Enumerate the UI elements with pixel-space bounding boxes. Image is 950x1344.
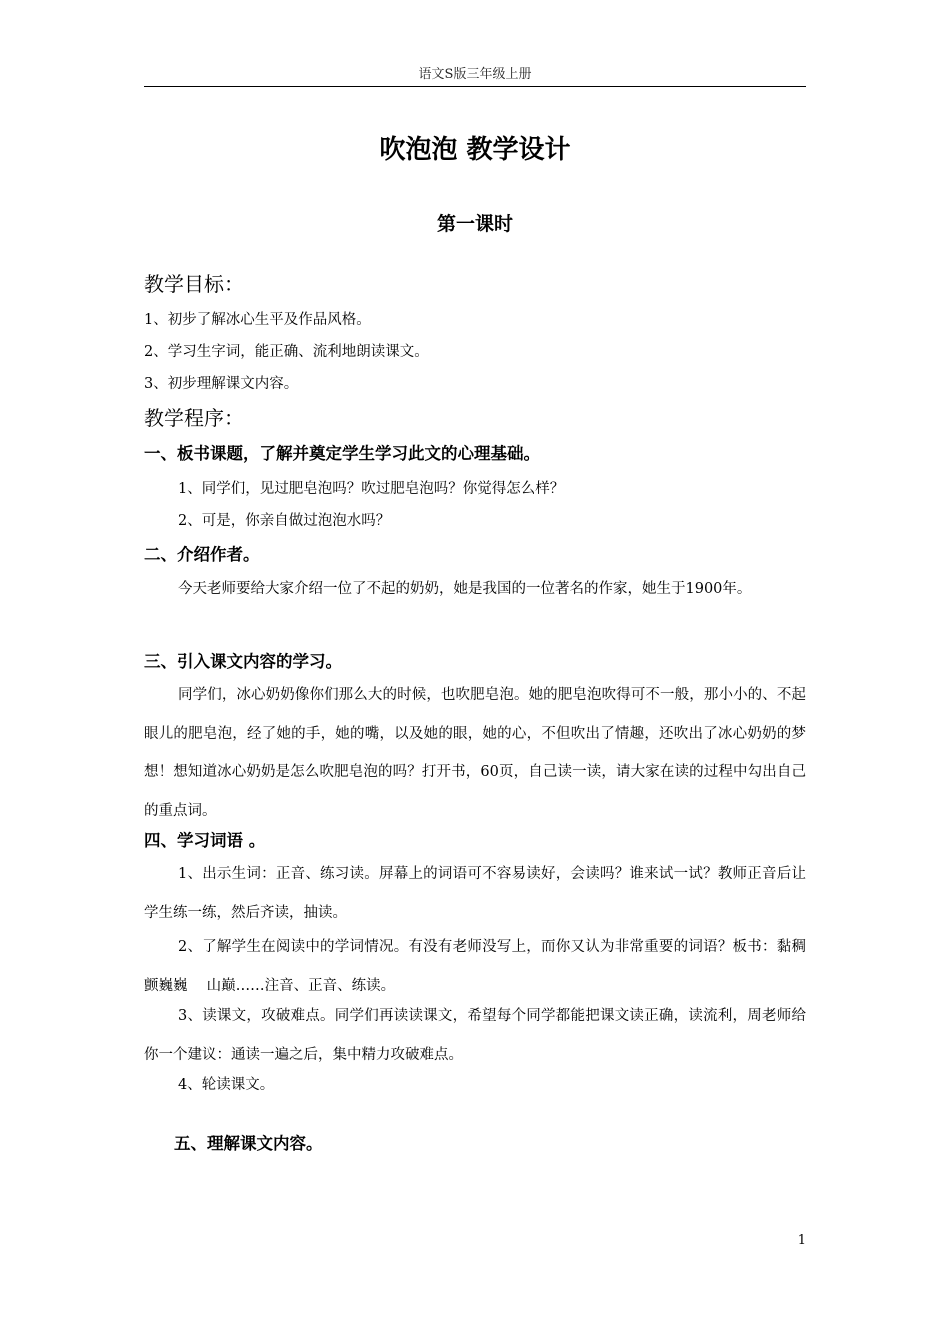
goals-heading: 教学目标： bbox=[144, 272, 244, 296]
section-paragraph: 1、出示生词：正音、练习读。屏幕上的词语可不容易读好，会读吗？谁来试一试？教师正音后让学生练一练，然后齐读，抽读。 bbox=[144, 866, 806, 921]
page-number: 1 bbox=[797, 1233, 806, 1248]
section-heading: 四、学习词语 。 bbox=[144, 831, 266, 850]
section-paragraph: 3、读课文，攻破难点。同学们再读读课文，希望每个同学都能把课文读正确，读流利，周老师给你一个建议：通读一遍之后，集中精力攻破难点。 bbox=[144, 1008, 806, 1063]
section-paragraph: 今天老师要给大家介绍一位了不起的奶奶，她是我国的一位著名的作家，她生于1900年。 bbox=[178, 581, 752, 597]
section-paragraph: 2、了解学生在阅读中的学词情况。有没有老师没写上，而你又认为非常重要的词语？板书：黏稠 颤巍巍 山巅……注音、正音、练读。 bbox=[144, 939, 826, 994]
section-paragraph: 同学们，冰心奶奶像你们那么大的时候，也吹肥皂泡。她的肥皂泡吹得可不一般，那小小的、不起眼儿的肥皂泡，经了她的手，她的嘴，以及她的眼，她的心，不但吹出了情趣，还吹出了冰心奶奶的梦想！想知道冰心奶奶是怎么吹肥皂泡的吗？打开书，60页，自己读一读，请大家在读的过程中勾出自己的重点词。 bbox=[144, 687, 806, 819]
lesson-subtitle: 第一课时 bbox=[436, 213, 513, 235]
section-paragraph: 2、可是，你亲自做过泡泡水吗？ bbox=[178, 513, 391, 529]
section-heading: 三、引入课文内容的学习。 bbox=[144, 652, 342, 671]
goal-item: 2、学习生字词，能正确、流利地朗读课文。 bbox=[144, 344, 429, 360]
procedure-heading: 教学程序： bbox=[144, 406, 244, 430]
section-heading: 五、理解课文内容。 bbox=[174, 1134, 323, 1153]
goal-item: 3、初步理解课文内容。 bbox=[144, 376, 299, 392]
page-header: 语文S版三年级上册 bbox=[418, 67, 532, 82]
section-paragraph: 4、轮读课文。 bbox=[178, 1077, 275, 1093]
header-divider bbox=[144, 86, 806, 87]
section-paragraph: 1、同学们，见过肥皂泡吗？吹过肥皂泡吗？你觉得怎么样？ bbox=[178, 481, 565, 497]
document-title: 吹泡泡 教学设计 bbox=[379, 135, 571, 165]
goal-item: 1、初步了解冰心生平及作品风格。 bbox=[144, 312, 371, 328]
section-heading: 二、介绍作者。 bbox=[144, 545, 260, 564]
section-heading: 一、板书课题，了解并奠定学生学习此文的心理基础。 bbox=[144, 444, 540, 463]
